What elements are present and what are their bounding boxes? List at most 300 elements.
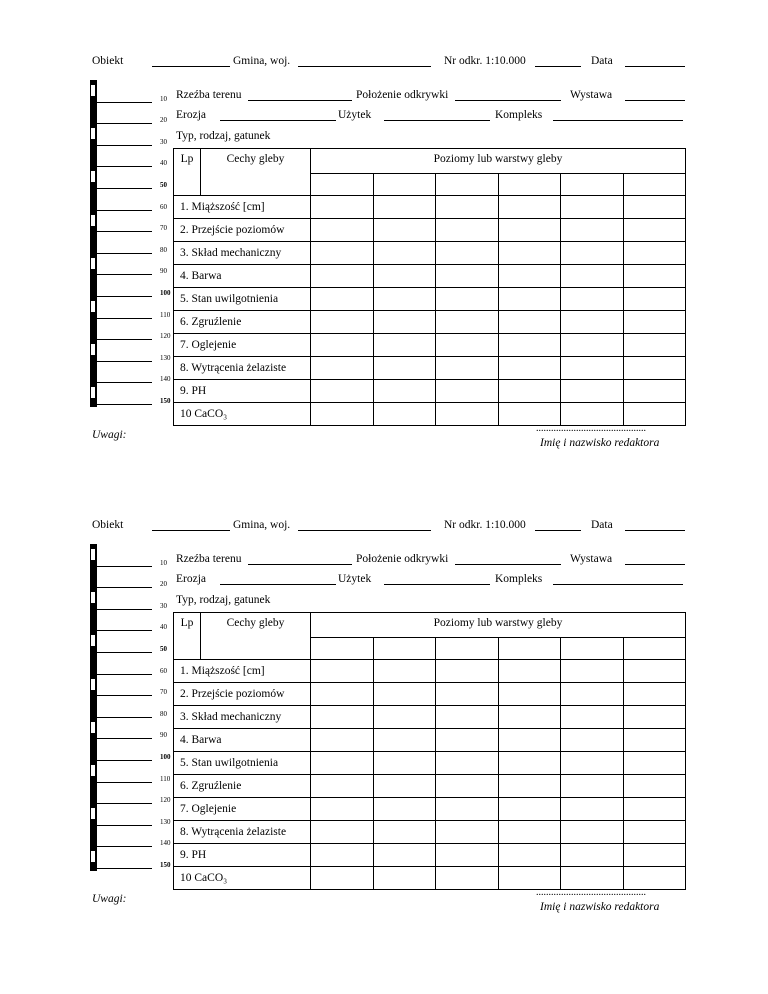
value-cell[interactable] xyxy=(373,288,436,311)
feature-label: 4. Barwa xyxy=(174,729,311,752)
ruler-tick xyxy=(96,868,152,869)
feature-label: 3. Skład mechaniczny xyxy=(174,242,311,265)
value-cell[interactable] xyxy=(373,242,436,265)
ruler-tick xyxy=(96,166,152,167)
ruler-tick xyxy=(96,102,152,103)
ruler-label: 120 xyxy=(160,332,171,341)
value-cell[interactable] xyxy=(561,196,624,219)
value-cell[interactable] xyxy=(498,288,561,311)
value-cell[interactable] xyxy=(623,311,686,334)
value-cell[interactable] xyxy=(436,683,499,706)
uzytek-field[interactable] xyxy=(384,584,490,585)
value-cell[interactable] xyxy=(436,219,499,242)
feature-label: 8. Wytrącenia żelaziste xyxy=(174,821,311,844)
value-cell[interactable] xyxy=(498,311,561,334)
value-cell[interactable] xyxy=(373,311,436,334)
ruler-white-segment xyxy=(91,765,95,776)
value-cell[interactable] xyxy=(373,706,436,729)
value-cell[interactable] xyxy=(373,844,436,867)
kompleks-field[interactable] xyxy=(553,120,683,121)
signature-line[interactable]: ............................................ xyxy=(536,887,646,898)
ruler-white-segment xyxy=(91,549,95,560)
value-cell[interactable] xyxy=(498,242,561,265)
value-cell[interactable] xyxy=(498,380,561,403)
ruler-white-segment xyxy=(91,171,95,182)
ruler-label: 70 xyxy=(160,688,167,697)
value-cell[interactable] xyxy=(373,357,436,380)
ruler-white-segment xyxy=(91,344,95,355)
feature-label: 6. Zgruźlenie xyxy=(174,311,311,334)
feature-label: 9. PH xyxy=(174,380,311,403)
feature-label: 2. Przejście poziomów xyxy=(174,683,311,706)
ruler-tick xyxy=(96,274,152,275)
table-row xyxy=(174,288,686,311)
value-cell[interactable] xyxy=(561,821,624,844)
value-cell[interactable] xyxy=(561,242,624,265)
value-cell[interactable] xyxy=(498,660,561,683)
ruler-label: 20 xyxy=(160,580,167,589)
ruler-tick xyxy=(96,760,152,761)
value-cell[interactable] xyxy=(373,334,436,357)
feature-label: 9. PH xyxy=(174,844,311,867)
ruler-label: 110 xyxy=(160,310,171,319)
horizon-cell[interactable] xyxy=(436,638,499,660)
ruler-white-segment xyxy=(91,215,95,226)
value-cell[interactable] xyxy=(623,752,686,775)
obiekt-field[interactable] xyxy=(152,530,230,531)
value-cell[interactable] xyxy=(311,311,374,334)
lp-header: Lp xyxy=(174,613,201,660)
gmina-label: Gmina, woj. xyxy=(233,519,291,531)
polozenie-field[interactable] xyxy=(455,564,561,565)
value-cell[interactable] xyxy=(311,242,374,265)
value-cell[interactable] xyxy=(311,380,374,403)
ruler-white-segment xyxy=(91,387,95,398)
value-cell[interactable] xyxy=(311,706,374,729)
typ-label: Typ, rodzaj, gatunek xyxy=(176,130,271,142)
nr-odkr-field[interactable] xyxy=(535,530,581,531)
signature-line[interactable]: ............................................ xyxy=(536,423,646,434)
value-cell[interactable] xyxy=(311,265,374,288)
value-cell[interactable] xyxy=(436,242,499,265)
value-cell[interactable] xyxy=(436,775,499,798)
polozenie-field[interactable] xyxy=(455,100,561,101)
value-cell[interactable] xyxy=(436,265,499,288)
table-row xyxy=(174,242,686,265)
ruler-tick xyxy=(96,361,152,362)
value-cell[interactable] xyxy=(561,706,624,729)
kompleks-field[interactable] xyxy=(553,584,683,585)
value-cell[interactable] xyxy=(498,219,561,242)
value-cell[interactable] xyxy=(373,683,436,706)
value-cell[interactable] xyxy=(436,752,499,775)
value-cell[interactable] xyxy=(436,334,499,357)
value-cell[interactable] xyxy=(623,844,686,867)
ruler-tick xyxy=(96,846,152,847)
feature-label: 3. Skład mechaniczny xyxy=(174,706,311,729)
ruler-label: 90 xyxy=(160,267,167,276)
ruler-tick xyxy=(96,825,152,826)
value-cell[interactable] xyxy=(373,798,436,821)
wystawa-label: Wystawa xyxy=(570,89,613,101)
obiekt-label: Obiekt xyxy=(92,55,124,67)
signature-label: Imię i nazwisko redaktora xyxy=(540,901,660,913)
value-cell[interactable] xyxy=(436,821,499,844)
value-cell[interactable] xyxy=(498,729,561,752)
value-cell[interactable] xyxy=(311,403,374,426)
ruler-tick xyxy=(96,296,152,297)
ruler-white-segment xyxy=(91,808,95,819)
ruler-label: 60 xyxy=(160,666,167,675)
value-cell[interactable] xyxy=(498,196,561,219)
table-row xyxy=(174,821,686,844)
rzezba-label: Rzeźba terenu xyxy=(176,553,242,565)
table-row xyxy=(174,844,686,867)
uzytek-label: Użytek xyxy=(338,109,372,121)
soil-table xyxy=(173,148,686,426)
nr-odkr-label: Nr odkr. 1:10.000 xyxy=(444,519,526,531)
ruler-label: 30 xyxy=(160,137,167,146)
ruler-label: 50 xyxy=(160,645,167,653)
ruler-label: 10 xyxy=(160,558,167,567)
ruler-label: 130 xyxy=(160,353,171,362)
data-label: Data xyxy=(591,55,613,67)
value-cell[interactable] xyxy=(311,729,374,752)
value-cell[interactable] xyxy=(561,219,624,242)
value-cell[interactable] xyxy=(373,265,436,288)
ruler-tick xyxy=(96,566,152,567)
obiekt-label: Obiekt xyxy=(92,519,124,531)
value-cell[interactable] xyxy=(436,660,499,683)
ruler-edge xyxy=(96,544,97,871)
table-row xyxy=(174,357,686,380)
table-row xyxy=(174,660,686,683)
feature-label: 5. Stan uwilgotnienia xyxy=(174,752,311,775)
cechy-header: Cechy gleby xyxy=(201,613,311,660)
value-cell[interactable] xyxy=(623,683,686,706)
ruler-label: 10 xyxy=(160,94,167,103)
horizon-cell[interactable] xyxy=(373,638,436,660)
value-cell[interactable] xyxy=(311,683,374,706)
ruler-white-segment xyxy=(91,85,95,96)
value-cell[interactable] xyxy=(373,380,436,403)
ruler-tick xyxy=(96,145,152,146)
table-row xyxy=(174,729,686,752)
value-cell[interactable] xyxy=(561,752,624,775)
poziomy-header: Poziomy lub warstwy gleby xyxy=(311,149,686,174)
value-cell[interactable] xyxy=(623,660,686,683)
value-cell[interactable] xyxy=(436,357,499,380)
horizon-cell[interactable] xyxy=(561,174,624,196)
value-cell[interactable] xyxy=(561,660,624,683)
horizon-cell[interactable] xyxy=(373,174,436,196)
value-cell[interactable] xyxy=(561,775,624,798)
table-row xyxy=(174,380,686,403)
table-row xyxy=(174,775,686,798)
ruler-tick xyxy=(96,318,152,319)
horizon-cell[interactable] xyxy=(498,174,561,196)
ruler-white-segment xyxy=(91,301,95,312)
uwagi-label: Uwagi: xyxy=(92,893,127,905)
uzytek-field[interactable] xyxy=(384,120,490,121)
ruler-tick xyxy=(96,210,152,211)
feature-label: 7. Oglejenie xyxy=(174,334,311,357)
feature-label: 10 CaCO₃ xyxy=(174,867,311,890)
feature-label: 1. Miąższość [cm] xyxy=(174,660,311,683)
horizon-cell[interactable] xyxy=(311,638,374,660)
data-label: Data xyxy=(591,519,613,531)
ruler-label: 30 xyxy=(160,601,167,610)
value-cell[interactable] xyxy=(623,288,686,311)
erozja-label: Erozja xyxy=(176,573,207,585)
value-cell[interactable] xyxy=(623,798,686,821)
nr-odkr-label: Nr odkr. 1:10.000 xyxy=(444,55,526,67)
ruler-label: 130 xyxy=(160,817,171,826)
ruler-tick xyxy=(96,782,152,783)
value-cell[interactable] xyxy=(436,867,499,890)
uzytek-label: Użytek xyxy=(338,573,372,585)
ruler-label: 120 xyxy=(160,796,171,805)
value-cell[interactable] xyxy=(623,706,686,729)
ruler-label: 50 xyxy=(160,181,167,189)
value-cell[interactable] xyxy=(498,265,561,288)
ruler-label: 140 xyxy=(160,839,171,848)
value-cell[interactable] xyxy=(373,219,436,242)
horizon-cell[interactable] xyxy=(311,174,374,196)
data-field[interactable] xyxy=(625,530,685,531)
ruler-label: 70 xyxy=(160,224,167,233)
value-cell[interactable] xyxy=(436,706,499,729)
erozja-field[interactable] xyxy=(220,584,336,585)
value-cell[interactable] xyxy=(623,380,686,403)
ruler-tick xyxy=(96,587,152,588)
value-cell[interactable] xyxy=(623,821,686,844)
gmina-field[interactable] xyxy=(298,530,431,531)
table-row xyxy=(174,798,686,821)
ruler-label: 110 xyxy=(160,774,171,783)
value-cell[interactable] xyxy=(561,798,624,821)
depth-ruler xyxy=(90,544,171,871)
horizon-cell[interactable] xyxy=(623,174,686,196)
rzezba-field[interactable] xyxy=(248,100,352,101)
table-row xyxy=(174,683,686,706)
ruler-white-segment xyxy=(91,592,95,603)
ruler-label: 90 xyxy=(160,731,167,740)
value-cell[interactable] xyxy=(373,196,436,219)
value-cell[interactable] xyxy=(373,729,436,752)
value-cell[interactable] xyxy=(561,729,624,752)
value-cell[interactable] xyxy=(561,311,624,334)
value-cell[interactable] xyxy=(436,798,499,821)
erozja-label: Erozja xyxy=(176,109,207,121)
value-cell[interactable] xyxy=(436,403,499,426)
table-row xyxy=(174,265,686,288)
ruler-label: 150 xyxy=(160,397,171,405)
ruler-tick xyxy=(96,123,152,124)
value-cell[interactable] xyxy=(623,775,686,798)
table-row xyxy=(174,311,686,334)
value-cell[interactable] xyxy=(436,729,499,752)
wystawa-field[interactable] xyxy=(625,564,685,565)
value-cell[interactable] xyxy=(561,334,624,357)
ruler-label: 20 xyxy=(160,116,167,125)
table-row xyxy=(174,219,686,242)
ruler-label: 80 xyxy=(160,709,167,718)
value-cell[interactable] xyxy=(436,196,499,219)
value-cell[interactable] xyxy=(373,752,436,775)
horizon-cell[interactable] xyxy=(561,638,624,660)
value-cell[interactable] xyxy=(498,334,561,357)
rzezba-label: Rzeźba terenu xyxy=(176,89,242,101)
ruler-label: 60 xyxy=(160,202,167,211)
gmina-label: Gmina, woj. xyxy=(233,55,291,67)
ruler-tick xyxy=(96,738,152,739)
horizon-cell[interactable] xyxy=(436,174,499,196)
ruler-tick xyxy=(96,253,152,254)
poziomy-header: Poziomy lub warstwy gleby xyxy=(311,613,686,638)
value-cell[interactable] xyxy=(311,357,374,380)
wystawa-field[interactable] xyxy=(625,100,685,101)
ruler-label: 140 xyxy=(160,375,171,384)
value-cell[interactable] xyxy=(373,403,436,426)
ruler-tick xyxy=(96,609,152,610)
value-cell[interactable] xyxy=(311,798,374,821)
kompleks-label: Kompleks xyxy=(495,573,543,585)
kompleks-label: Kompleks xyxy=(495,109,543,121)
ruler-tick xyxy=(96,339,152,340)
feature-label: 5. Stan uwilgotnienia xyxy=(174,288,311,311)
ruler-white-segment xyxy=(91,635,95,646)
value-cell[interactable] xyxy=(561,683,624,706)
value-cell[interactable] xyxy=(436,288,499,311)
value-cell[interactable] xyxy=(561,265,624,288)
value-cell[interactable] xyxy=(498,706,561,729)
value-cell[interactable] xyxy=(373,775,436,798)
ruler-label: 150 xyxy=(160,861,171,869)
value-cell[interactable] xyxy=(561,288,624,311)
value-cell[interactable] xyxy=(311,821,374,844)
ruler-tick xyxy=(96,674,152,675)
ruler-white-segment xyxy=(91,679,95,690)
soil-table xyxy=(173,612,686,890)
ruler-white-segment xyxy=(91,851,95,862)
value-cell[interactable] xyxy=(498,683,561,706)
feature-label: 1. Miąższość [cm] xyxy=(174,196,311,219)
feature-label: 2. Przejście poziomów xyxy=(174,219,311,242)
lp-header: Lp xyxy=(174,149,201,196)
table-row xyxy=(174,706,686,729)
obiekt-field[interactable] xyxy=(152,66,230,67)
depth-ruler xyxy=(90,80,171,407)
erozja-field[interactable] xyxy=(220,120,336,121)
ruler-tick xyxy=(96,652,152,653)
soil-form xyxy=(0,464,768,934)
value-cell[interactable] xyxy=(311,334,374,357)
ruler-label: 100 xyxy=(160,753,171,761)
value-cell[interactable] xyxy=(561,357,624,380)
value-cell[interactable] xyxy=(311,219,374,242)
value-cell[interactable] xyxy=(311,844,374,867)
feature-label: 6. Zgruźlenie xyxy=(174,775,311,798)
value-cell[interactable] xyxy=(311,775,374,798)
value-cell[interactable] xyxy=(436,844,499,867)
table-row xyxy=(174,334,686,357)
feature-label: 7. Oglejenie xyxy=(174,798,311,821)
ruler-label: 100 xyxy=(160,289,171,297)
value-cell[interactable] xyxy=(498,752,561,775)
value-cell[interactable] xyxy=(498,821,561,844)
value-cell[interactable] xyxy=(623,265,686,288)
soil-form xyxy=(0,0,768,470)
polozenie-label: Położenie odkrywki xyxy=(356,89,449,101)
feature-label: 4. Barwa xyxy=(174,265,311,288)
value-cell[interactable] xyxy=(623,334,686,357)
value-cell[interactable] xyxy=(498,775,561,798)
ruler-label: 80 xyxy=(160,245,167,254)
value-cell[interactable] xyxy=(373,867,436,890)
value-cell[interactable] xyxy=(623,219,686,242)
value-cell[interactable] xyxy=(311,288,374,311)
horizon-cell[interactable] xyxy=(623,638,686,660)
value-cell[interactable] xyxy=(311,752,374,775)
value-cell[interactable] xyxy=(311,196,374,219)
cechy-header: Cechy gleby xyxy=(201,149,311,196)
ruler-tick xyxy=(96,717,152,718)
typ-label: Typ, rodzaj, gatunek xyxy=(176,594,271,606)
value-cell[interactable] xyxy=(311,867,374,890)
ruler-white-segment xyxy=(91,128,95,139)
ruler-label: 40 xyxy=(160,623,167,632)
feature-label: 10 CaCO₃ xyxy=(174,403,311,426)
polozenie-label: Położenie odkrywki xyxy=(356,553,449,565)
ruler-white-segment xyxy=(91,722,95,733)
table-row xyxy=(174,196,686,219)
value-cell[interactable] xyxy=(498,844,561,867)
feature-label: 8. Wytrącenia żelaziste xyxy=(174,357,311,380)
value-cell[interactable] xyxy=(498,798,561,821)
value-cell[interactable] xyxy=(373,660,436,683)
value-cell[interactable] xyxy=(561,844,624,867)
value-cell[interactable] xyxy=(623,242,686,265)
value-cell[interactable] xyxy=(623,357,686,380)
ruler-tick xyxy=(96,188,152,189)
ruler-label: 40 xyxy=(160,159,167,168)
value-cell[interactable] xyxy=(436,380,499,403)
signature-label: Imię i nazwisko redaktora xyxy=(540,437,660,449)
value-cell[interactable] xyxy=(623,729,686,752)
ruler-tick xyxy=(96,404,152,405)
rzezba-field[interactable] xyxy=(248,564,352,565)
ruler-white-segment xyxy=(91,258,95,269)
value-cell[interactable] xyxy=(498,357,561,380)
value-cell[interactable] xyxy=(561,380,624,403)
uwagi-label: Uwagi: xyxy=(92,429,127,441)
nr-odkr-field[interactable] xyxy=(535,66,581,67)
ruler-tick xyxy=(96,231,152,232)
ruler-tick xyxy=(96,803,152,804)
value-cell[interactable] xyxy=(436,311,499,334)
horizon-cell[interactable] xyxy=(498,638,561,660)
data-field[interactable] xyxy=(625,66,685,67)
value-cell[interactable] xyxy=(623,196,686,219)
value-cell[interactable] xyxy=(311,660,374,683)
value-cell[interactable] xyxy=(373,821,436,844)
gmina-field[interactable] xyxy=(298,66,431,67)
ruler-edge xyxy=(96,80,97,407)
table-row xyxy=(174,752,686,775)
wystawa-label: Wystawa xyxy=(570,553,613,565)
ruler-tick xyxy=(96,630,152,631)
